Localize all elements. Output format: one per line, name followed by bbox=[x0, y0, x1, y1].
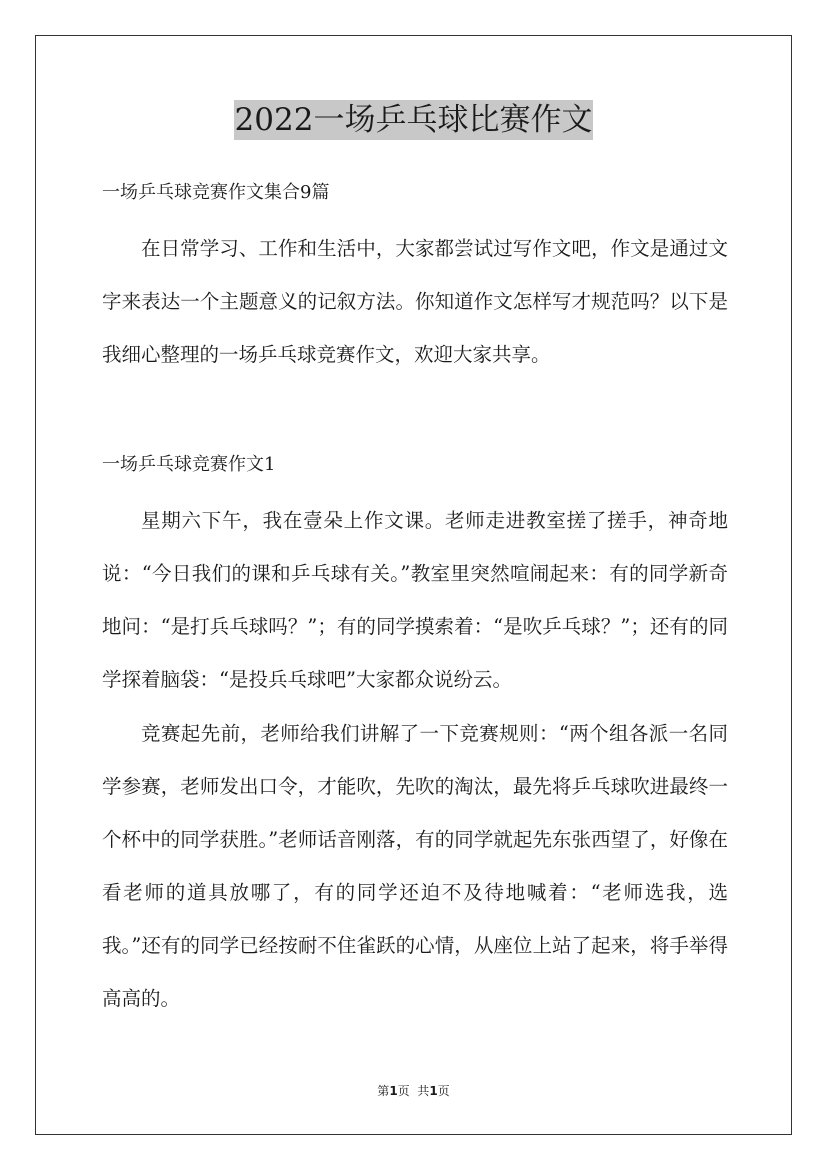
footer-page-current: 1 bbox=[389, 1084, 398, 1098]
document-subtitle: 一场乒乓球竞赛作文集合9篇 bbox=[102, 182, 330, 203]
footer-page-suffix: 页 bbox=[437, 1084, 450, 1098]
section-heading: 一场乒乓球竞赛作文1 bbox=[102, 454, 276, 475]
footer-page-mid: 页 共 bbox=[397, 1084, 430, 1098]
intro-paragraph: 在日常学习、工作和生活中，大家都尝试过写作文吧，作文是通过文字来表达一个主题意义的记叙方法。你知道作文怎样写才规范吗？以下是我细心整理的一场乒乓球竞赛作文，欢迎大家共享。 bbox=[102, 237, 728, 366]
footer-page-total: 1 bbox=[429, 1084, 438, 1098]
body-paragraph-2: 竞赛起先前，老师给我们讲解了一下竞赛规则：“两个组各派一名同学参赛，老师发出口令，才能吹，先吹的淘汰，最先将乒乓球吹进最终一个杯中的同学获胜。”老师话音刚落，有的同学就起先东张西望了，好像在看老师的道具放哪了，有的同学还迫不及待地喊着：“老师选我，选我。”还有的同学已经按耐不住雀跃的心情，从座位上站了起来，将手举得高高的。 bbox=[102, 722, 728, 1010]
footer-page-prefix: 第 bbox=[377, 1084, 390, 1098]
page-footer bbox=[0, 1082, 827, 1100]
body-paragraph-1: 星期六下午，我在壹朵上作文课。老师走进教室搓了搓手，神奇地说：“今日我们的课和乒乓球有关。”教室里突然喧闹起来：有的同学新奇地问：“是打兵乓球吗？”；有的同学摸索着：“是吹乒乓球？”；还有的同学探着脑袋：“是投兵乓球吧”大家都众说纷云。 bbox=[102, 509, 728, 691]
document-title: 2022一场乒乓球比赛作文 bbox=[234, 102, 593, 138]
title-container bbox=[0, 100, 827, 140]
